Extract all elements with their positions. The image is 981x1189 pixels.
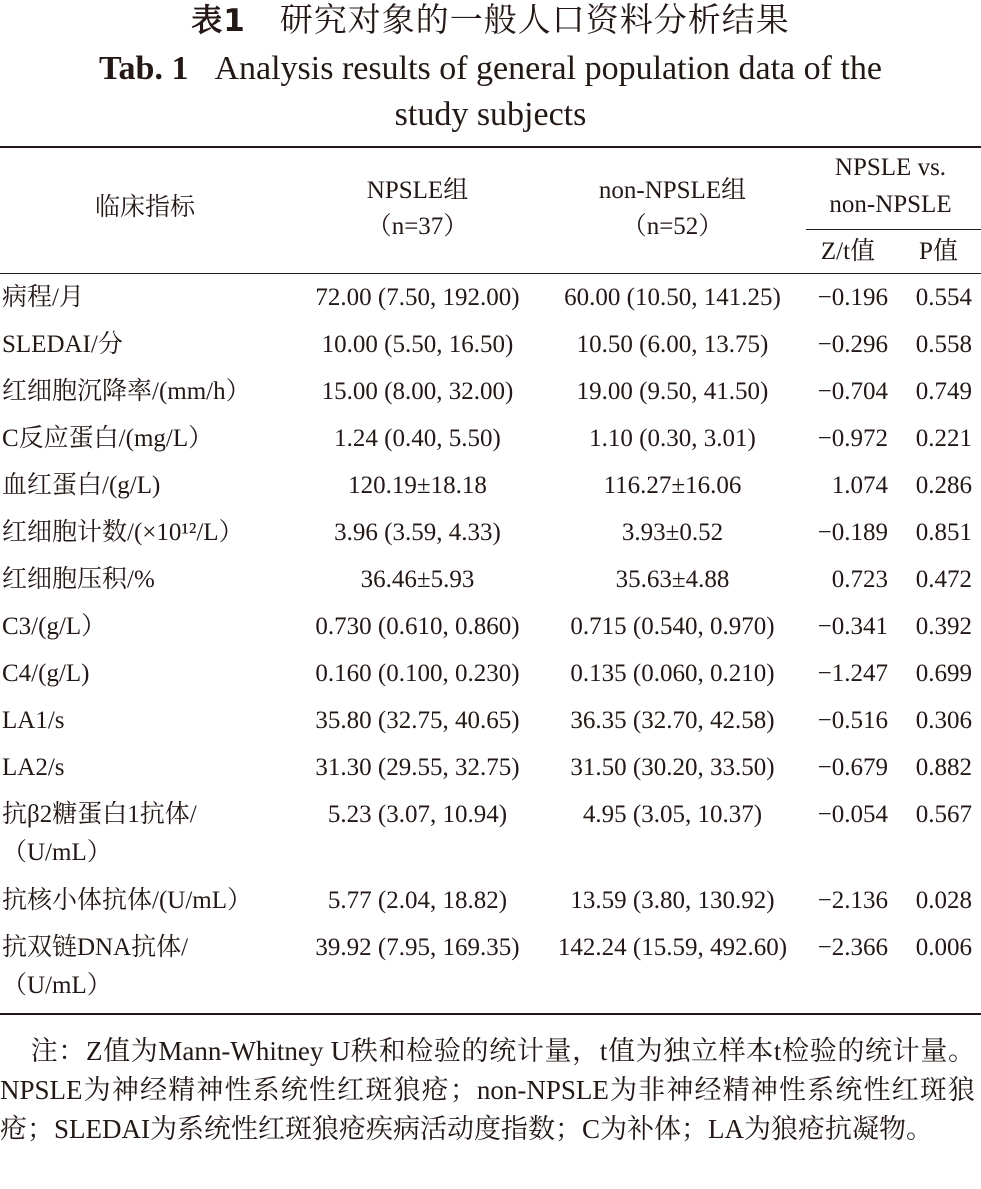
row-npsle-value: 120.19±18.18	[348, 472, 487, 499]
row-zt-value: −0.296	[817, 331, 888, 358]
row-p-value: 0.306	[915, 707, 972, 734]
table-footnote-text: 注：Z值为Mann-Whitney U秩和检验的统计量，t值为独立样本t检验的统计量。NPSLE为神经精神性系统性红斑狼疮；non-NPSLE为非神经精神性系统性红斑狼疮；SLEDAI为系统性红斑狼疮疾病活动度指数；C为补体；LA为狼疮抗凝物。	[0, 1036, 975, 1144]
row-non-npsle-value: 3.93±0.52	[621, 519, 724, 546]
table-top-rule	[0, 146, 981, 148]
row-zt-value: −0.054	[817, 801, 888, 828]
row-non-npsle-value: 142.24 (15.59, 492.60)	[557, 934, 788, 961]
row-indicator: 抗核小体抗体/(U/mL）	[2, 887, 252, 914]
row-zt-value: −0.704	[817, 378, 888, 405]
row-p-value: 0.558	[915, 331, 972, 358]
row-indicator: 红细胞计数/(×10¹²/L）	[2, 519, 244, 546]
row-zt-value: −0.972	[817, 425, 888, 452]
row-npsle-value: 0.730 (0.610, 0.860)	[315, 613, 520, 640]
header-comparison-line2: non-NPSLE	[829, 191, 952, 218]
table-row	[0, 463, 981, 510]
row-non-npsle-value: 4.95 (3.05, 10.37)	[582, 801, 763, 828]
table-row	[0, 416, 981, 463]
row-p-value: 0.567	[915, 801, 972, 828]
table-title-en-line1: Analysis results of general population data of the	[214, 50, 883, 87]
row-p-value: 0.749	[915, 378, 972, 405]
table-title-chinese	[0, 0, 981, 42]
row-p-value: 0.554	[915, 284, 972, 311]
row-zt-value: −1.247	[817, 660, 888, 687]
row-zt-value: −0.189	[817, 519, 888, 546]
row-non-npsle-value: 19.00 (9.50, 41.50)	[576, 378, 769, 405]
row-zt-value: −0.341	[817, 613, 888, 640]
header-comparison-line1: NPSLE vs.	[834, 154, 947, 181]
row-indicator: 红细胞压积/%	[2, 566, 155, 593]
row-zt-value: 1.074	[831, 472, 888, 499]
row-indicator: LA1/s	[2, 707, 65, 734]
row-p-value: 0.028	[915, 887, 972, 914]
table-title-english	[40, 46, 941, 138]
row-non-npsle-value: 31.50 (30.20, 33.50)	[570, 754, 775, 781]
row-npsle-value: 5.23 (3.07, 10.94)	[327, 801, 508, 828]
row-non-npsle-value: 36.35 (32.70, 42.58)	[570, 707, 775, 734]
table-row	[0, 745, 981, 792]
row-non-npsle-value: 35.63±4.88	[615, 566, 730, 593]
row-zt-value: −0.516	[817, 707, 888, 734]
row-p-value: 0.221	[915, 425, 972, 452]
row-zt-value: −0.196	[817, 284, 888, 311]
row-indicator: C3/(g/L）	[2, 613, 107, 640]
table-row	[0, 878, 981, 925]
table-row	[0, 369, 981, 416]
row-indicator-line2: （U/mL）	[2, 839, 112, 866]
row-zt-value: −2.136	[817, 887, 888, 914]
row-indicator: 病程/月	[2, 284, 84, 311]
row-npsle-value: 0.160 (0.100, 0.230)	[315, 660, 520, 687]
row-indicator: 抗β2糖蛋白1抗体/	[2, 801, 197, 828]
row-indicator: LA2/s	[2, 754, 65, 781]
row-npsle-value: 36.46±5.93	[360, 566, 475, 593]
header-indicator: 临床指标	[94, 194, 195, 221]
row-p-value: 0.392	[915, 613, 972, 640]
row-p-value: 0.699	[915, 660, 972, 687]
row-zt-value: −2.366	[817, 934, 888, 961]
row-npsle-value: 3.96 (3.59, 4.33)	[334, 519, 501, 546]
row-indicator: 抗双链DNA抗体/	[2, 934, 189, 961]
row-npsle-value: 5.77 (2.04, 18.82)	[327, 887, 508, 914]
row-p-value: 0.006	[915, 934, 972, 961]
row-non-npsle-value: 0.715 (0.540, 0.970)	[570, 613, 775, 640]
row-npsle-value: 35.80 (32.75, 40.65)	[315, 707, 520, 734]
table-row	[0, 604, 981, 651]
table-title-cn-text: 研究对象的一般人口资料分析结果	[279, 3, 790, 39]
table-row	[0, 651, 981, 698]
row-non-npsle-value: 10.50 (6.00, 13.75)	[576, 331, 769, 358]
table-row	[0, 510, 981, 557]
row-p-value: 0.851	[915, 519, 972, 546]
row-npsle-value: 31.30 (29.55, 32.75)	[315, 754, 520, 781]
table-title-en-line2: study subjects	[394, 96, 587, 133]
row-indicator-line2: （U/mL）	[2, 972, 112, 999]
table-row	[0, 275, 981, 322]
row-indicator: 红细胞沉降率/(mm/h）	[2, 378, 251, 405]
table-row	[0, 698, 981, 745]
row-non-npsle-value: 60.00 (10.50, 141.25)	[564, 284, 781, 311]
row-non-npsle-value: 13.59 (3.80, 130.92)	[570, 887, 775, 914]
table-bottom-rule	[0, 1013, 981, 1015]
row-npsle-value: 1.24 (0.40, 5.50)	[334, 425, 501, 452]
row-npsle-value: 15.00 (8.00, 32.00)	[321, 378, 514, 405]
header-npsle-group: NPSLE组	[366, 177, 469, 204]
table-row	[0, 322, 981, 369]
header-npsle-n: （n=37）	[366, 213, 469, 240]
row-npsle-value: 39.92 (7.95, 169.35)	[315, 934, 520, 961]
row-zt-value: −0.679	[817, 754, 888, 781]
row-indicator: C反应蛋白/(mg/L）	[2, 425, 214, 452]
header-p-value: P值	[919, 238, 958, 265]
row-indicator: 血红蛋白/(g/L)	[2, 472, 161, 499]
row-non-npsle-value: 116.27±16.06	[603, 472, 742, 499]
row-p-value: 0.882	[915, 754, 972, 781]
header-non-npsle-n: （n=52）	[621, 213, 724, 240]
table-row	[0, 792, 981, 878]
table-label-cn: 表1	[191, 3, 246, 39]
header-zt-value: Z/t值	[820, 238, 876, 265]
table-row	[0, 925, 981, 1011]
row-indicator: C4/(g/L)	[2, 660, 90, 687]
table-footnote	[0, 1032, 975, 1149]
table-row	[0, 557, 981, 604]
row-npsle-value: 72.00 (7.50, 192.00)	[315, 284, 520, 311]
row-npsle-value: 10.00 (5.50, 16.50)	[321, 331, 514, 358]
row-indicator: SLEDAI/分	[2, 331, 123, 358]
table-subheader-rule	[806, 229, 981, 230]
row-p-value: 0.286	[915, 472, 972, 499]
header-non-npsle-group: non-NPSLE组	[598, 177, 747, 204]
row-non-npsle-value: 1.10 (0.30, 3.01)	[589, 425, 756, 452]
row-zt-value: 0.723	[831, 566, 888, 593]
row-p-value: 0.472	[915, 566, 972, 593]
table-header-rule	[0, 273, 981, 274]
row-non-npsle-value: 0.135 (0.060, 0.210)	[570, 660, 775, 687]
table-label-en: Tab. 1	[98, 50, 189, 87]
